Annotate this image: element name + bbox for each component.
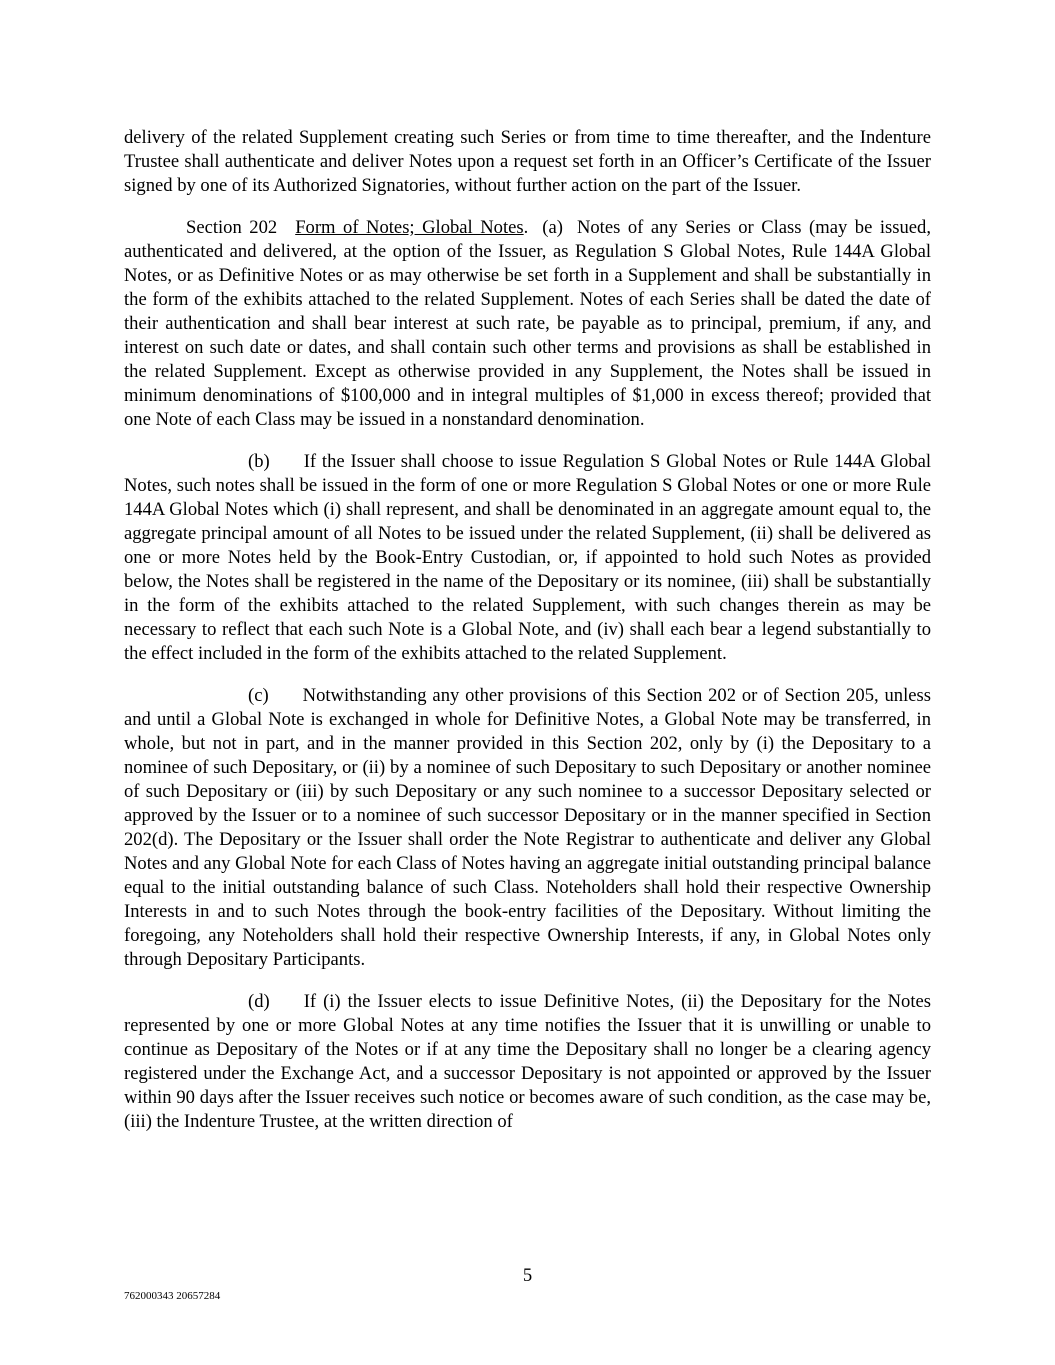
page-number: 5 [522, 1265, 533, 1286]
paragraph-text-b: If the Issuer shall choose to issue Regulation S Global Notes or Rule 144A Global Notes, such notes shall be issued in the form of one or more Regulation S Global Notes or one or more Rule 144A Global Notes which (i) shall represent, and shall be denominated in an aggregate amount equal to, the aggregate principal amount of all Notes to be issued under the related Supplement, (ii) shall be delivered as one or more Notes held by the Book-Entry Custodian, or, if appointed to hold such Notes as provided below, the Notes shall be registered in the name of the Depositary or its nominee, (iii) shall be substantially in the form of the exhibits attached to the related Supplement, with such changes therein as may be necessary to reflect that each such Note is a Global Note, and (iv) shall each bear a legend substantially to the effect included in the form of the exhibits attached to the related Supplement. [124, 451, 931, 664]
section-label: Section 202 [186, 217, 278, 238]
paragraph-text-a: Notes of any Series or Class (may be issued, authenticated and delivered, at the option of the Issuer, as Regulation S Global Notes, Rule 144A Global Notes, or as Definitive Notes or as may otherwise be set forth in a Supplement and shall be substantially in the form of the exhibits attached to the related Supplement. Notes of each Series shall be dated the date of their authentication and shall bear interest at such rate, be payable as to principal, premium, if any, and interest on such date or dates, and shall contain such other terms and provisions as shall be established in the related Supplement. Except as otherwise provided in any Supplement, the Notes shall be issued in minimum denominations of $100,000 and in integral multiples of $1,000 in excess thereof; provided that one Note of each Class may be issued in a nonstandard denomination. [124, 217, 932, 430]
paragraph-b [124, 450, 931, 666]
section-title-period: . [523, 217, 529, 238]
document-body [124, 126, 931, 1152]
paragraph-text-c: Notwithstanding any other provisions of this Section 202 or of Section 205, unless and until a Global Note is exchanged in whole for Definitive Notes, a Global Note may be transferred, in whole, but not in part, and in the manner provided in this Section 202, only by (i) the Depositary to a nominee of such Depositary, or (ii) by a nominee of such Depositary to such Depositary or another nominee of such Depositary or (iii) by such Depositary or any such nominee to a successor Depositary selected or approved by the Issuer or to a nominee of such successor Depositary or in the manner specified in Section 202(d). The Depositary or the Issuer shall order the Note Registrar to authenticate and deliver any Global Notes and any Global Note for each Class of Notes having an aggregate initial outstanding principal balance equal to the initial outstanding balance of such Class. Noteholders shall hold their respective Ownership Interests in and to such Notes through the book-entry facilities of the Depositary. Without limiting the foregoing, any Noteholders shall hold their respective Ownership Interests, if any, in Global Notes only through Depositary Participants. [124, 685, 931, 970]
document-id: 762000343 20657284 [124, 1290, 221, 1302]
paragraph-marker-b: (b) [248, 451, 270, 472]
paragraph-marker-a: (a) [542, 217, 563, 238]
paragraph-marker-c: (c) [248, 685, 269, 706]
paragraph-text-d: If (i) the Issuer elects to issue Definitive Notes, (ii) the Depositary for the Notes represented by one or more Global Notes at any time notifies the Issuer that it is unwilling or unable to continue as Depositary of the Notes or if at any time the Depositary shall no longer be a clearing agency registered under the Exchange Act, and a successor Depositary is not appointed or approved by the Issuer within 90 days after the Issuer receives such notice or becomes aware of such condition, as the case may be, (iii) the Indenture Trustee, at the written direction of [124, 991, 931, 1132]
section-title: Form of Notes; Global Notes [295, 217, 524, 238]
paragraph-c [124, 684, 931, 972]
paragraph-marker-d: (d) [248, 991, 270, 1012]
paragraph-continuation: delivery of the related Supplement creating such Series or from time to time thereafter, and the Indenture Trustee shall authenticate and deliver Notes upon a request set forth in an Officer’s Certificate of the Issuer signed by one of its Authorized Signatories, without further action on the part of the Issuer. [124, 127, 931, 196]
paragraph-d [124, 990, 931, 1134]
paragraph-section-202-a [124, 216, 931, 432]
